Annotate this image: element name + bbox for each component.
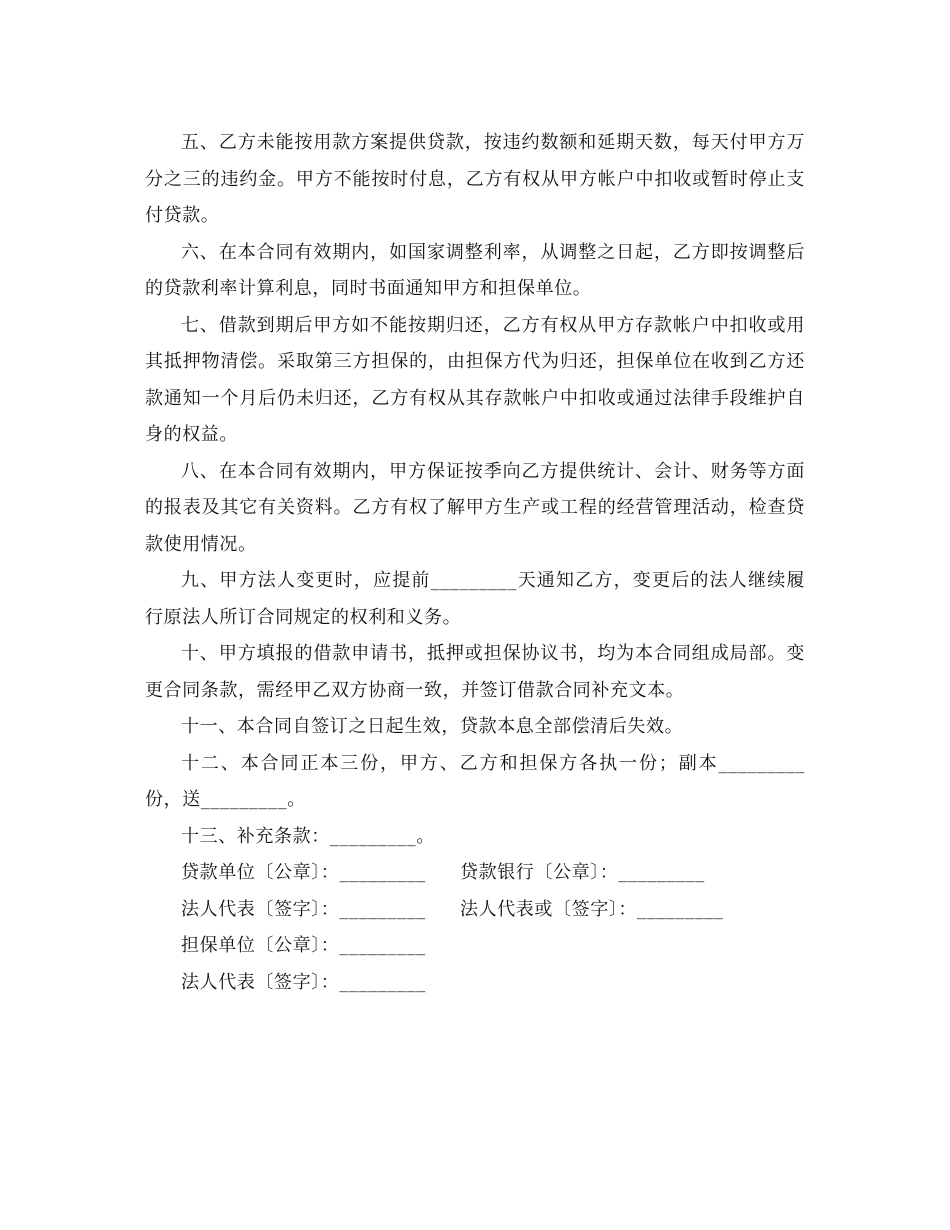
borrower-seal-line: 贷款单位〔公章〕：_________ (181, 862, 426, 883)
guarantor-seal-line: 担保单位〔公章〕：_________ (181, 935, 426, 956)
clause-13: 十三、补充条款：_________。 (181, 825, 435, 847)
clause-6: 六、在本合同有效期内，如国家调整利率，从调整之日起，乙方即按调整后的贷款利率计算利息，同时书面通知甲方和担保单位。 (145, 241, 805, 299)
clause-8: 八、在本合同有效期内，甲方保证按季向乙方提供统计、会计、财务等方面的报表及其它有关资料。乙方有权了解甲方生产或工程的经营管理活动，检查贷款使用情况。 (145, 460, 805, 555)
clause-10: 十、甲方填报的借款申请书，抵押或担保协议书，均为本合同组成局部。变更合同条款，需经甲乙双方协商一致，并签订借款合同补充文本。 (145, 643, 805, 701)
signature-row (145, 892, 805, 929)
contract-body (145, 125, 805, 1001)
signature-block (145, 855, 805, 1001)
borrower-legal-rep-line: 法人代表〔签字〕：_________ (181, 898, 426, 920)
lender-bank-seal-line: 贷款银行〔公章〕：_________ (460, 862, 705, 883)
lender-legal-rep-line: 法人代表或〔签字〕：_________ (460, 898, 724, 920)
signature-row (145, 965, 805, 1002)
clause-7: 七、借款到期后甲方如不能按期归还，乙方有权从甲方存款帐户中扣收或用其抵押物清偿。采取第三方担保的，由担保方代为归还，担保单位在收到乙方还款通知一个月后仍未归还，乙方有权从其存款帐户中扣收或通过法律手段维护自身的权益。 (145, 314, 805, 445)
clause-11: 十一、本合同自签订之日起生效，贷款本息全部偿清后失效。 (181, 716, 684, 737)
clause-5: 五、乙方未能按用款方案提供贷款，按违约数额和延期天数，每天付甲方万分之三的违约金。甲方不能按时付息，乙方有权从甲方帐户中扣收或暂时停止支付贷款。 (145, 132, 805, 226)
clause-9: 九、甲方法人变更时，应提前_________天通知乙方，变更后的法人继续履行原法人所订合同规定的权利和义务。 (145, 570, 805, 628)
guarantor-legal-rep-line: 法人代表〔签字〕：_________ (181, 971, 426, 993)
clause-12: 十二、本合同正本三份，甲方、乙方和担保方各执一份；副本_________份，送_________。 (145, 752, 805, 810)
signature-row (145, 928, 805, 965)
signature-row (145, 855, 805, 892)
